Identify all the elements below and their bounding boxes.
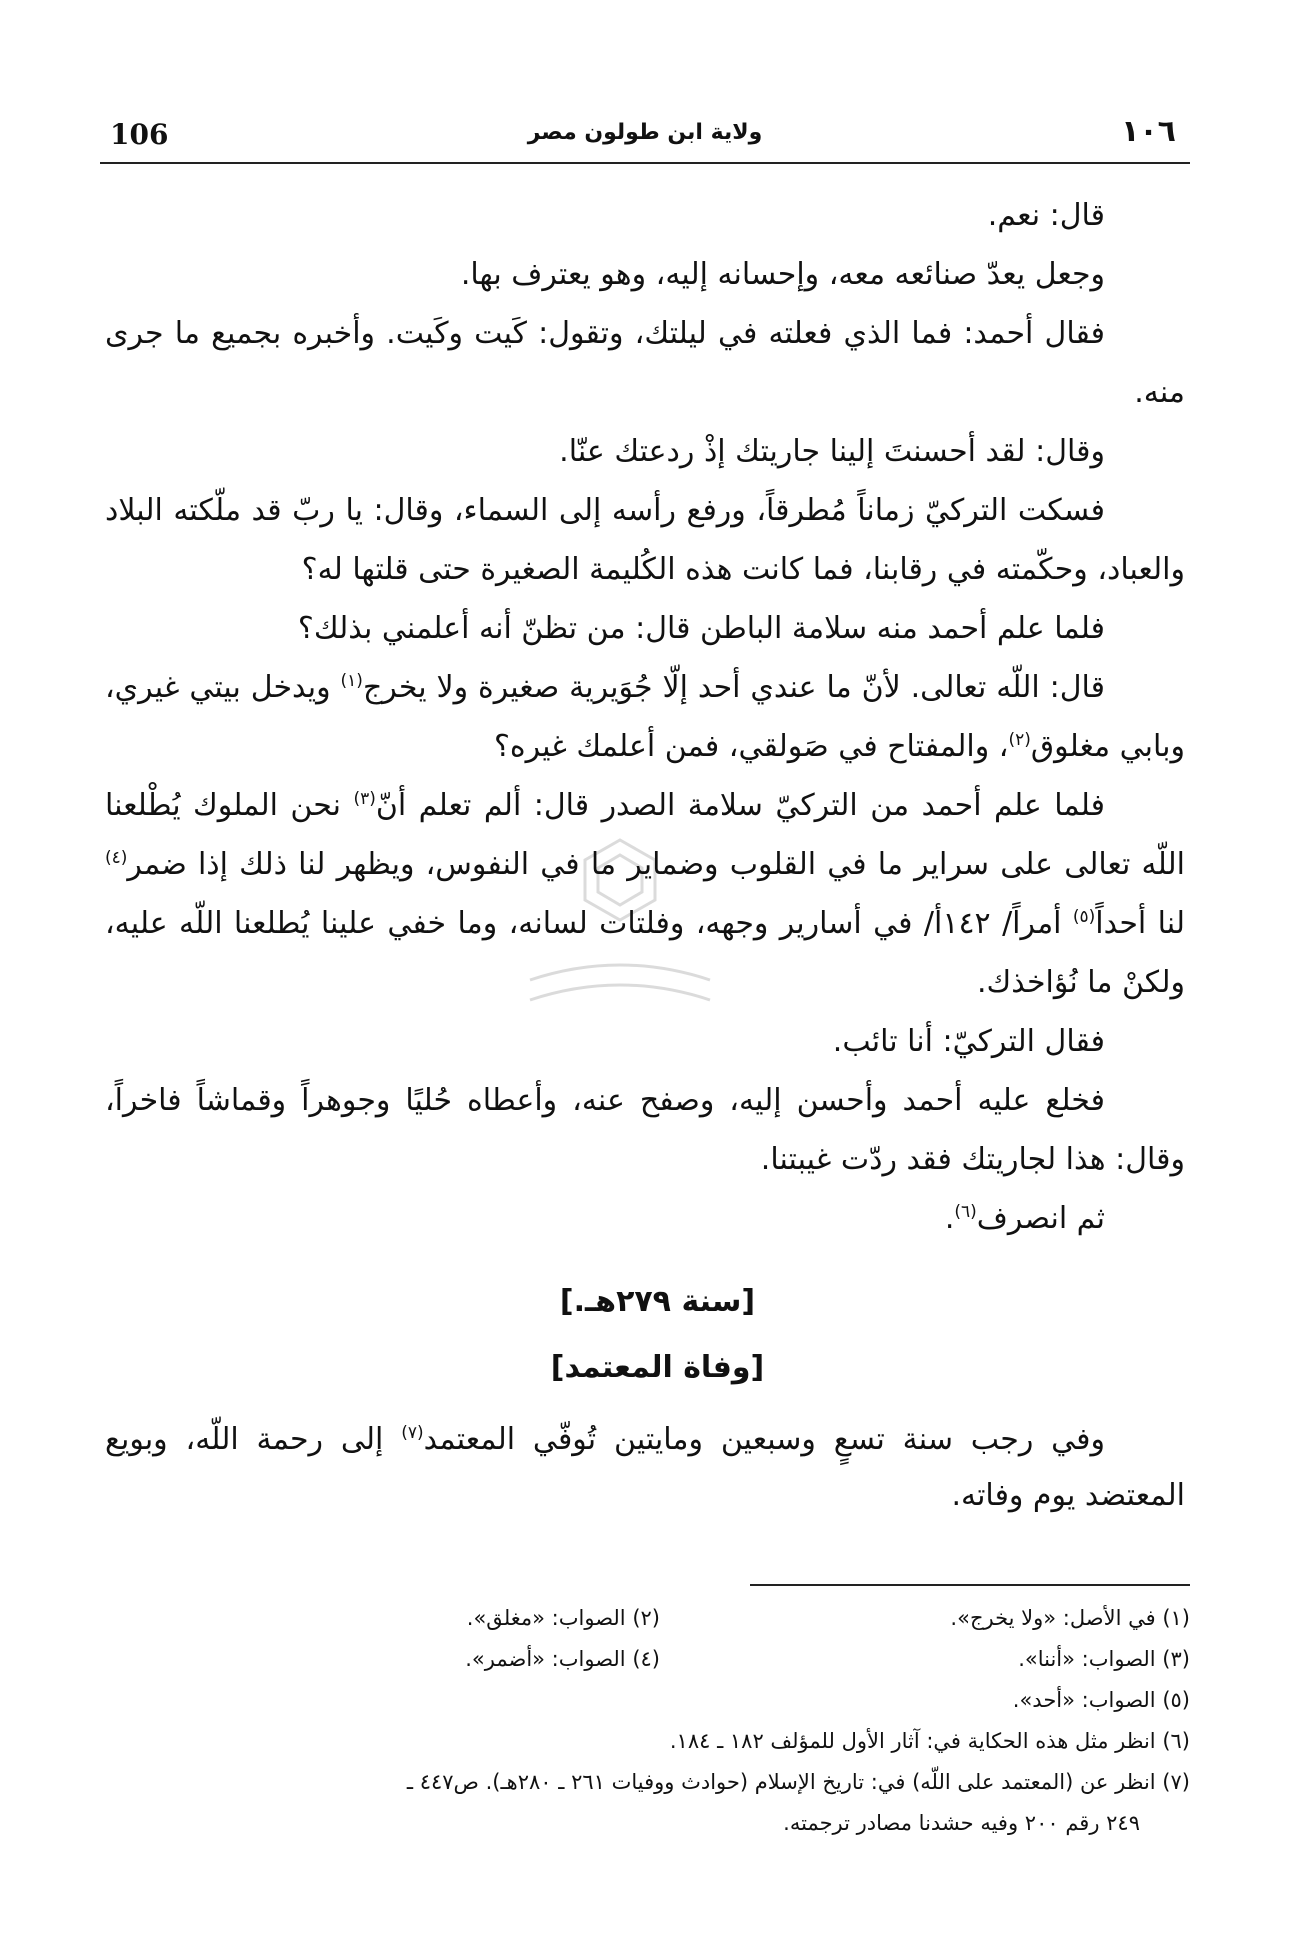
footnote-row-5 <box>110 1762 1190 1803</box>
year-heading: [سنة ٢٧٩هـ.] <box>559 1284 756 1319</box>
paragraph-11-part-a: ثم انصرف <box>976 1201 1105 1236</box>
footnote-row-1 <box>110 1598 1190 1639</box>
footnote-5: (٥) الصواب: «أحد». <box>1012 1688 1190 1712</box>
main-text <box>105 186 1185 1248</box>
paragraph-9: فقال التركيّ: أنا تائب. <box>832 1024 1105 1059</box>
footnote-6: (٦) انظر مثل هذه الحكاية في: آثار الأول للمؤلف ١٨٢ ـ ١٨٤. <box>669 1729 1190 1753</box>
paragraph-7 <box>105 658 1185 776</box>
footnote-ref-4[interactable]: (٤) <box>105 848 128 868</box>
footnote-row-2 <box>110 1639 1190 1680</box>
paragraph-8-part-a: فلما علم أحمد من التركيّ سلامة الصدر قال: ألم تعلم أنّ <box>375 788 1105 823</box>
footnote-7-line-2: ٢٤٩ رقم ٢٠٠ وفيه حشدنا مصادر ترجمته. <box>783 1811 1140 1835</box>
paragraph-8-part-c: لنا أحداً <box>1095 906 1185 941</box>
footnote-4: (٤) الصواب: «أضمر». <box>465 1647 660 1671</box>
paragraph-11-part-b: . <box>944 1201 955 1236</box>
footnote-row-4 <box>110 1721 1190 1762</box>
header-divider <box>100 162 1190 164</box>
page-number-latin: 106 <box>110 118 169 151</box>
footnote-2: (٢) الصواب: «مغلق». <box>466 1606 660 1630</box>
footnote-ref-5[interactable]: (٥) <box>1072 907 1096 927</box>
footnote-1: (١) في الأصل: «ولا يخرج». <box>950 1606 1190 1630</box>
section-heading: [وفاة المعتمد] <box>550 1350 765 1385</box>
footnote-3: (٣) الصواب: «أننا». <box>1018 1647 1190 1671</box>
footnote-row-6 <box>110 1803 1190 1844</box>
page-number-arabic: ١٠٦ <box>1121 114 1176 149</box>
running-title: ولاية ابن طولون مصر <box>527 120 763 145</box>
footnote-divider <box>750 1584 1190 1586</box>
paragraph-8-part-d: أمراً/ ١٤٢أ/ في أسارير وجهه، وفلتات لسانه، وما خفي علينا يُطلعنا اللّه عليه، ولكنْ ما نُؤاخذك. <box>105 906 1185 1000</box>
footnote-ref-1[interactable]: (١) <box>340 671 363 691</box>
footnotes <box>110 1598 1190 1844</box>
footnote-row-3 <box>110 1680 1190 1721</box>
paragraph-8 <box>105 776 1185 1012</box>
footnote-ref-2[interactable]: (٢) <box>1008 730 1031 750</box>
paragraph-10: فخلع عليه أحمد وأحسن إليه، وصفح عنه، وأعطاه حُليًا وجوهراً وقماشاً فاخراً، وقال: هذا لجاريتك فقد ردّت غيبتنا. <box>105 1083 1185 1177</box>
paragraph-1: قال: نعم. <box>987 198 1105 233</box>
closing-part-a: وفي رجب سنة تسعٍ وسبعين ومايتين تُوفّي المعتمد <box>423 1422 1105 1457</box>
paragraph-5: فسكت التركيّ زماناً مُطرقاً، ورفع رأسه إلى السماء، وقال: يا ربّ قد ملّكته البلاد والعباد، وحكّمته في رقابنا، فما كانت هذه الكُليمة الصغيرة حتى قلتها له؟ <box>105 493 1185 587</box>
closing-part-b: إلى رحمة اللّه، وبويع المعتضد يوم وفاته. <box>105 1422 1185 1513</box>
footnote-ref-3[interactable]: (٣) <box>353 789 376 809</box>
paragraph-7-part-a: قال: اللّه تعالى. لأنّ ما عندي أحد إلّا جُوَيرية صغيرة ولا يخرج <box>362 670 1105 705</box>
paragraph-2: وجعل يعدّ صنائعه معه، وإحسانه إليه، وهو يعترف بها. <box>460 257 1105 292</box>
paragraph-8-part-b: نحن الملوك يُطْلعنا اللّه تعالى على سراير ما في القلوب وضماير ما في النفوس، ويظهر لنا ذلك إذا ضمر <box>105 788 1185 882</box>
footnote-ref-6[interactable]: (٦) <box>954 1202 977 1222</box>
paragraph-7-part-c: ، والمفتاح في صَولقي، فمن أعلمك غيره؟ <box>493 729 1009 764</box>
paragraph-11 <box>105 1189 1185 1248</box>
paragraph-4: وقال: لقد أحسنتَ إلينا جاريتك إذْ ردعتك عنّا. <box>559 434 1105 469</box>
page-header <box>100 112 1190 162</box>
paragraph-7-part-b: ويدخل بيتي غيري، وبابي مغلوق <box>105 670 1185 764</box>
footnote-7-line-1: (٧) انظر عن (المعتمد على اللّه) في: تاريخ الإسلام (حوادث ووفيات ٢٦١ ـ ٢٨٠هـ). ص٤٤٧ ـ <box>406 1770 1190 1794</box>
paragraph-6: فلما علم أحمد منه سلامة الباطن قال: من تظنّ أنه أعلمني بذلك؟ <box>297 611 1105 646</box>
closing-paragraph <box>105 1412 1185 1524</box>
paragraph-3: فقال أحمد: فما الذي فعلته في ليلتك، وتقول: كَيت وكَيت. وأخبره بجميع ما جرى منه. <box>105 316 1185 410</box>
footnote-ref-7[interactable]: (٧) <box>401 1423 424 1443</box>
